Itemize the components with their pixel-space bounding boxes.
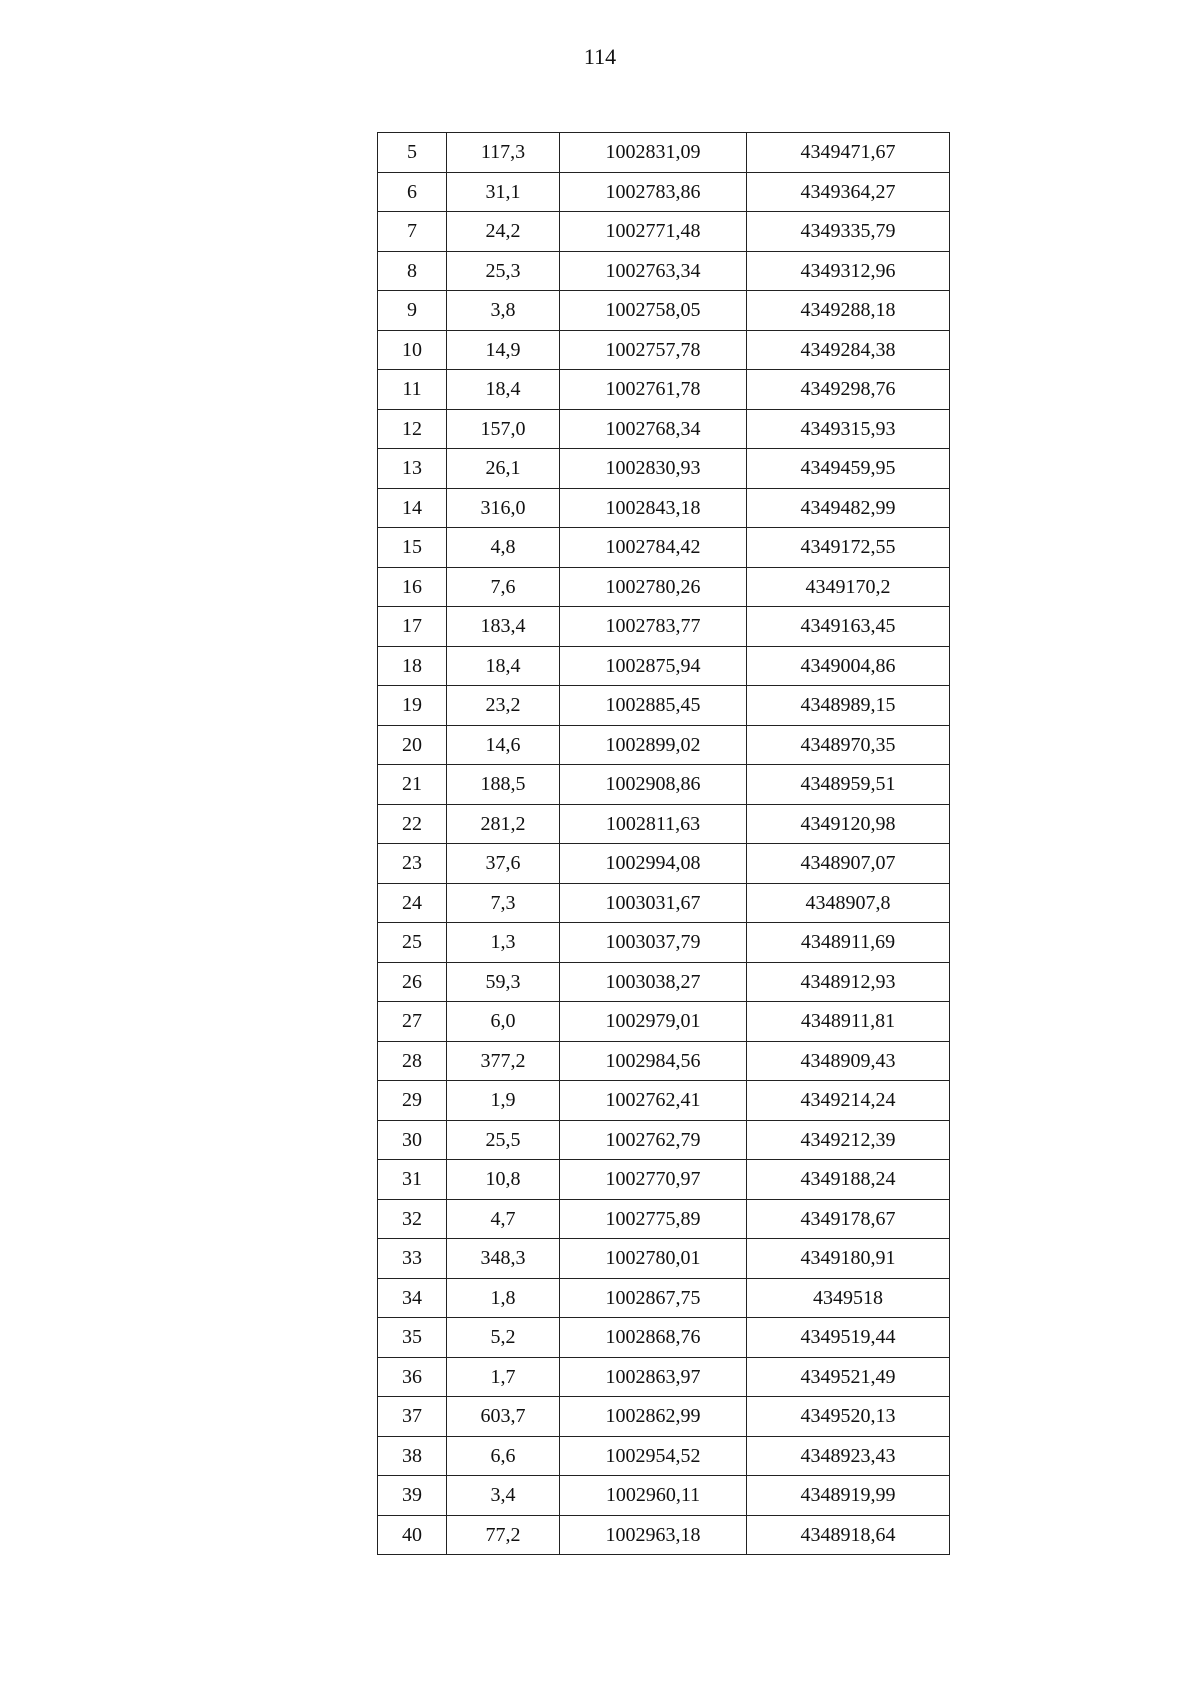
segment-length-cell: 377,2: [447, 1041, 560, 1081]
segment-length-cell: 18,4: [447, 646, 560, 686]
table-row: [378, 291, 950, 331]
table-row: [378, 133, 950, 173]
point-number-cell: 24: [378, 883, 447, 923]
x-coordinate-cell: 1002761,78: [560, 370, 747, 410]
table-row: [378, 607, 950, 647]
point-number-cell: 28: [378, 1041, 447, 1081]
y-coordinate-cell: 4349188,24: [747, 1160, 950, 1200]
point-number-cell: 17: [378, 607, 447, 647]
y-coordinate-cell: 4349459,95: [747, 449, 950, 489]
segment-length-cell: 316,0: [447, 488, 560, 528]
page-number: 114: [583, 44, 617, 69]
segment-length-cell: 25,3: [447, 251, 560, 291]
segment-length-cell: 10,8: [447, 1160, 560, 1200]
table-row: [378, 251, 950, 291]
point-number-cell: 39: [378, 1476, 447, 1516]
segment-length-cell: 6,0: [447, 1002, 560, 1042]
table-row: [378, 1318, 950, 1358]
segment-length-cell: 6,6: [447, 1436, 560, 1476]
table-row: [378, 1199, 950, 1239]
segment-length-cell: 31,1: [447, 172, 560, 212]
point-number-cell: 23: [378, 844, 447, 884]
table-row: [378, 330, 950, 370]
x-coordinate-cell: 1002811,63: [560, 804, 747, 844]
table-row: [378, 923, 950, 963]
point-number-cell: 27: [378, 1002, 447, 1042]
segment-length-cell: 157,0: [447, 409, 560, 449]
x-coordinate-cell: 1002780,26: [560, 567, 747, 607]
table-row: [378, 1002, 950, 1042]
y-coordinate-cell: 4348909,43: [747, 1041, 950, 1081]
table-row: [378, 528, 950, 568]
segment-length-cell: 77,2: [447, 1515, 560, 1555]
y-coordinate-cell: 4349178,67: [747, 1199, 950, 1239]
x-coordinate-cell: 1002960,11: [560, 1476, 747, 1516]
table-row: [378, 686, 950, 726]
table-row: [378, 1515, 950, 1555]
x-coordinate-cell: 1002771,48: [560, 212, 747, 252]
y-coordinate-cell: 4349312,96: [747, 251, 950, 291]
segment-length-cell: 59,3: [447, 962, 560, 1002]
segment-length-cell: 117,3: [447, 133, 560, 173]
table-row: [378, 1436, 950, 1476]
segment-length-cell: 14,9: [447, 330, 560, 370]
x-coordinate-cell: 1002762,41: [560, 1081, 747, 1121]
table-body: [378, 133, 950, 1555]
x-coordinate-cell: 1002908,86: [560, 765, 747, 805]
point-number-cell: 33: [378, 1239, 447, 1279]
table-row: [378, 1120, 950, 1160]
segment-length-cell: 37,6: [447, 844, 560, 884]
table-row: [378, 1160, 950, 1200]
segment-length-cell: 23,2: [447, 686, 560, 726]
y-coordinate-cell: 4349170,2: [747, 567, 950, 607]
point-number-cell: 40: [378, 1515, 447, 1555]
table-row: [378, 1239, 950, 1279]
point-number-cell: 7: [378, 212, 447, 252]
point-number-cell: 37: [378, 1397, 447, 1437]
x-coordinate-cell: 1002757,78: [560, 330, 747, 370]
table-row: [378, 962, 950, 1002]
x-coordinate-cell: 1002979,01: [560, 1002, 747, 1042]
x-coordinate-cell: 1002994,08: [560, 844, 747, 884]
table-row: [378, 1476, 950, 1516]
segment-length-cell: 18,4: [447, 370, 560, 410]
point-number-cell: 26: [378, 962, 447, 1002]
x-coordinate-cell: 1002954,52: [560, 1436, 747, 1476]
table-row: [378, 883, 950, 923]
segment-length-cell: 1,9: [447, 1081, 560, 1121]
segment-length-cell: 183,4: [447, 607, 560, 647]
x-coordinate-cell: 1002783,77: [560, 607, 747, 647]
x-coordinate-cell: 1003031,67: [560, 883, 747, 923]
segment-length-cell: 1,3: [447, 923, 560, 963]
table-row: [378, 844, 950, 884]
segment-length-cell: 24,2: [447, 212, 560, 252]
table-row: [378, 725, 950, 765]
y-coordinate-cell: 4348918,64: [747, 1515, 950, 1555]
x-coordinate-cell: 1002762,79: [560, 1120, 747, 1160]
table-row: [378, 1081, 950, 1121]
y-coordinate-cell: 4348923,43: [747, 1436, 950, 1476]
x-coordinate-cell: 1002758,05: [560, 291, 747, 331]
segment-length-cell: 5,2: [447, 1318, 560, 1358]
table-row: [378, 1357, 950, 1397]
point-number-cell: 38: [378, 1436, 447, 1476]
y-coordinate-cell: 4348907,8: [747, 883, 950, 923]
y-coordinate-cell: 4349180,91: [747, 1239, 950, 1279]
point-number-cell: 20: [378, 725, 447, 765]
y-coordinate-cell: 4349288,18: [747, 291, 950, 331]
coordinates-table: [377, 132, 950, 1555]
point-number-cell: 31: [378, 1160, 447, 1200]
x-coordinate-cell: 1002868,76: [560, 1318, 747, 1358]
point-number-cell: 36: [378, 1357, 447, 1397]
table-row: [378, 567, 950, 607]
x-coordinate-cell: 1002780,01: [560, 1239, 747, 1279]
x-coordinate-cell: 1002831,09: [560, 133, 747, 173]
y-coordinate-cell: 4349482,99: [747, 488, 950, 528]
segment-length-cell: 4,8: [447, 528, 560, 568]
point-number-cell: 19: [378, 686, 447, 726]
y-coordinate-cell: 4348911,81: [747, 1002, 950, 1042]
y-coordinate-cell: 4348989,15: [747, 686, 950, 726]
segment-length-cell: 7,3: [447, 883, 560, 923]
segment-length-cell: 1,7: [447, 1357, 560, 1397]
segment-length-cell: 7,6: [447, 567, 560, 607]
table-row: [378, 804, 950, 844]
segment-length-cell: 14,6: [447, 725, 560, 765]
y-coordinate-cell: 4349004,86: [747, 646, 950, 686]
point-number-cell: 13: [378, 449, 447, 489]
x-coordinate-cell: 1003037,79: [560, 923, 747, 963]
y-coordinate-cell: 4349214,24: [747, 1081, 950, 1121]
x-coordinate-cell: 1002783,86: [560, 172, 747, 212]
segment-length-cell: 1,8: [447, 1278, 560, 1318]
x-coordinate-cell: 1002867,75: [560, 1278, 747, 1318]
y-coordinate-cell: 4349315,93: [747, 409, 950, 449]
y-coordinate-cell: 4349471,67: [747, 133, 950, 173]
point-number-cell: 15: [378, 528, 447, 568]
point-number-cell: 12: [378, 409, 447, 449]
point-number-cell: 25: [378, 923, 447, 963]
point-number-cell: 32: [378, 1199, 447, 1239]
point-number-cell: 34: [378, 1278, 447, 1318]
table-row: [378, 172, 950, 212]
y-coordinate-cell: 4348919,99: [747, 1476, 950, 1516]
y-coordinate-cell: 4349521,49: [747, 1357, 950, 1397]
segment-length-cell: 3,8: [447, 291, 560, 331]
table-row: [378, 1397, 950, 1437]
point-number-cell: 29: [378, 1081, 447, 1121]
segment-length-cell: 348,3: [447, 1239, 560, 1279]
y-coordinate-cell: 4349519,44: [747, 1318, 950, 1358]
point-number-cell: 21: [378, 765, 447, 805]
table-row: [378, 370, 950, 410]
x-coordinate-cell: 1002775,89: [560, 1199, 747, 1239]
segment-length-cell: 3,4: [447, 1476, 560, 1516]
table-row: [378, 409, 950, 449]
segment-length-cell: 188,5: [447, 765, 560, 805]
x-coordinate-cell: 1002875,94: [560, 646, 747, 686]
y-coordinate-cell: 4349364,27: [747, 172, 950, 212]
table-row: [378, 1041, 950, 1081]
x-coordinate-cell: 1002843,18: [560, 488, 747, 528]
table-row: [378, 765, 950, 805]
y-coordinate-cell: 4349284,38: [747, 330, 950, 370]
y-coordinate-cell: 4348959,51: [747, 765, 950, 805]
y-coordinate-cell: 4349120,98: [747, 804, 950, 844]
table-row: [378, 1278, 950, 1318]
point-number-cell: 30: [378, 1120, 447, 1160]
y-coordinate-cell: 4348970,35: [747, 725, 950, 765]
point-number-cell: 6: [378, 172, 447, 212]
segment-length-cell: 25,5: [447, 1120, 560, 1160]
point-number-cell: 14: [378, 488, 447, 528]
x-coordinate-cell: 1002768,34: [560, 409, 747, 449]
y-coordinate-cell: 4349518: [747, 1278, 950, 1318]
y-coordinate-cell: 4348907,07: [747, 844, 950, 884]
point-number-cell: 16: [378, 567, 447, 607]
y-coordinate-cell: 4349335,79: [747, 212, 950, 252]
y-coordinate-cell: 4348912,93: [747, 962, 950, 1002]
point-number-cell: 22: [378, 804, 447, 844]
point-number-cell: 9: [378, 291, 447, 331]
segment-length-cell: 603,7: [447, 1397, 560, 1437]
y-coordinate-cell: 4349172,55: [747, 528, 950, 568]
table-row: [378, 646, 950, 686]
x-coordinate-cell: 1002899,02: [560, 725, 747, 765]
y-coordinate-cell: 4349212,39: [747, 1120, 950, 1160]
point-number-cell: 35: [378, 1318, 447, 1358]
x-coordinate-cell: 1002830,93: [560, 449, 747, 489]
x-coordinate-cell: 1002885,45: [560, 686, 747, 726]
x-coordinate-cell: 1002770,97: [560, 1160, 747, 1200]
table-row: [378, 449, 950, 489]
table-row: [378, 488, 950, 528]
point-number-cell: 8: [378, 251, 447, 291]
point-number-cell: 5: [378, 133, 447, 173]
x-coordinate-cell: 1002862,99: [560, 1397, 747, 1437]
segment-length-cell: 4,7: [447, 1199, 560, 1239]
y-coordinate-cell: 4349163,45: [747, 607, 950, 647]
point-number-cell: 18: [378, 646, 447, 686]
x-coordinate-cell: 1002963,18: [560, 1515, 747, 1555]
point-number-cell: 10: [378, 330, 447, 370]
segment-length-cell: 26,1: [447, 449, 560, 489]
y-coordinate-cell: 4349298,76: [747, 370, 950, 410]
y-coordinate-cell: 4348911,69: [747, 923, 950, 963]
x-coordinate-cell: 1002784,42: [560, 528, 747, 568]
x-coordinate-cell: 1002984,56: [560, 1041, 747, 1081]
x-coordinate-cell: 1003038,27: [560, 962, 747, 1002]
y-coordinate-cell: 4349520,13: [747, 1397, 950, 1437]
segment-length-cell: 281,2: [447, 804, 560, 844]
point-number-cell: 11: [378, 370, 447, 410]
x-coordinate-cell: 1002863,97: [560, 1357, 747, 1397]
table-row: [378, 212, 950, 252]
x-coordinate-cell: 1002763,34: [560, 251, 747, 291]
